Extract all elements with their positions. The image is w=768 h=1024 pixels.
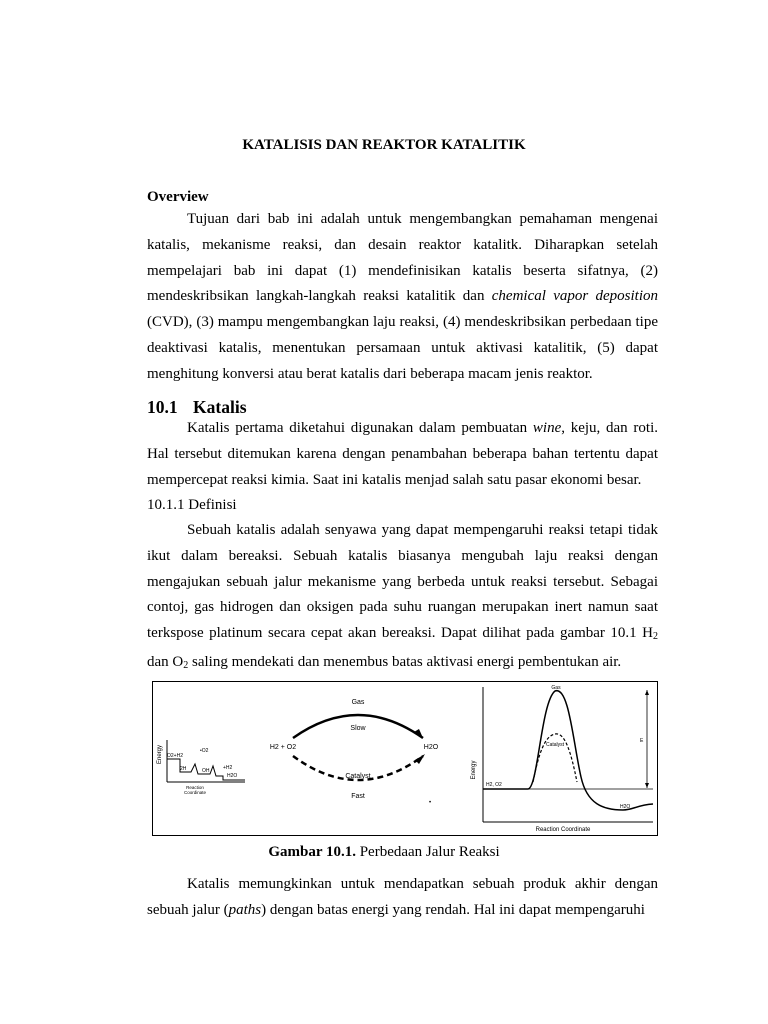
- figure-svg: [153, 682, 656, 834]
- closing-paragraph: [147, 872, 658, 924]
- left-label-h2: +H2: [223, 765, 233, 771]
- figure-caption: [0, 844, 768, 861]
- closing-text: Katalis memungkinkan untuk mendapatkan sebuah produk akhir dengan sebuah jalur (: [147, 876, 658, 918]
- middle-slow-label: Slow: [350, 725, 366, 732]
- left-label-o2: •O2: [200, 748, 209, 754]
- right-product-label: H2O: [620, 804, 631, 810]
- page-title: KATALISIS DAN REAKTOR KATALITIK: [242, 137, 526, 153]
- right-reactant-label: H2, O2: [486, 782, 502, 788]
- overview-paragraph: [147, 207, 658, 388]
- section-p1-text: Katalis pertama diketahui digunakan dalam pembuatan: [187, 420, 528, 436]
- section-p2-text-mid: dan O: [147, 653, 184, 670]
- o2-subscript: 2: [183, 659, 189, 671]
- overview-italic: chemical vapor deposition: [491, 288, 659, 305]
- left-label-h: 2H: [180, 766, 187, 772]
- left-label-h2o: H2O: [227, 773, 238, 779]
- section-title: Katalis: [193, 397, 247, 417]
- left-label-oh: OH: [202, 768, 210, 774]
- section-p1-text-end: , keju, dan roti. Hal tersebut ditemukan karena dengan penambahan beberapa bahan tertentu dapat mempercepat reaksi kimia. Saat ini katalis menjad salah satu pasar ekonomi besar.: [147, 420, 658, 488]
- fast-arrowhead: [415, 754, 425, 764]
- overview-heading: Overview: [147, 189, 209, 205]
- left-label-top: O2+H2: [167, 753, 183, 759]
- section-paragraph-1: [147, 416, 658, 493]
- middle-reactant: H2 + O2: [269, 744, 297, 751]
- right-ylabel: Energy: [471, 760, 477, 780]
- subsection-heading: 10.1.1 Definisi: [147, 497, 237, 513]
- middle-fast-label: Fast: [351, 793, 365, 800]
- closing-italic: paths: [228, 901, 262, 918]
- section-p1-italic: wine: [532, 420, 562, 436]
- right-xlabel: Reaction Coordinate: [535, 827, 591, 833]
- section-number: 10.1: [147, 397, 178, 417]
- caption-label: Gambar 10.1.: [268, 844, 356, 860]
- right-e-label: E: [640, 738, 644, 744]
- overview-text: Tujuan dari bab ini adalah untuk mengembangkan pemahaman mengenai katalis, mekanisme reaksi, dan desain reaktor katalitk. Diharapkan setelah mempelajari bab ini dapat (1) mendefinisikan katalis beserta sifatnya, (2) mendeskribsikan langkah-langkah reaksi katalitik dan: [147, 211, 658, 305]
- overview-text-end: (CVD), (3) mampu mengembangkan laju reaksi, (4) mendeskribsikan perbedaan tipe deaktivasi katalis, menentukan persamaan untuk aktivasi katalitik, (5) dapat menghitung konversi atau berat katalis dari beberapa macam jenis reaktor.: [147, 314, 658, 382]
- middle-dot: •: [429, 800, 432, 806]
- middle-catalyst-label: Catalyst: [345, 773, 371, 780]
- left-ylabel: Energy: [157, 744, 163, 764]
- middle-gas-label: Gas: [351, 699, 365, 706]
- ea-arrowhead-top: [645, 690, 649, 695]
- h2-subscript: 2: [653, 631, 658, 643]
- uncatalyzed-curve: [483, 691, 653, 810]
- section-heading: [147, 397, 247, 418]
- section-p2-text: Sebuah katalis adalah senyawa yang dapat mempengaruhi reaksi tetapi tidak ikut dalam bereaksi. Sebuah katalis biasanya mengubah laju reaksi dengan mengajukan sebuah jalur mekanisme yang berbeda untuk reaksi tersebut. Sebagai contoj, gas hidrogen dan oksigen pada suhu ruangan merupakan inert namun saat terkspose platinum secara cepat akan bereaksi. Dapat dilihat pada gambar 10.1 H: [147, 522, 658, 642]
- closing-text-end: ) dengan batas energi yang rendah. Hal ini dapat mempengaruhi: [261, 901, 645, 918]
- right-catalyst-label: Catalyst: [545, 742, 565, 748]
- left-xlabel-2: Coordinate: [183, 790, 207, 795]
- middle-product: H2O: [423, 744, 439, 751]
- section-p2-text-end: saling mendekati dan menembus batas aktivasi energi pembentukan air.: [188, 653, 622, 670]
- figure-reaction-paths: [152, 681, 658, 836]
- caption-text: Perbedaan Jalur Reaksi: [355, 844, 500, 860]
- right-gas-label: Gas: [551, 685, 561, 691]
- left-xlabel-1: Reaction: [186, 785, 204, 790]
- section-paragraph-2: [147, 518, 658, 679]
- ea-arrowhead-bottom: [645, 783, 649, 788]
